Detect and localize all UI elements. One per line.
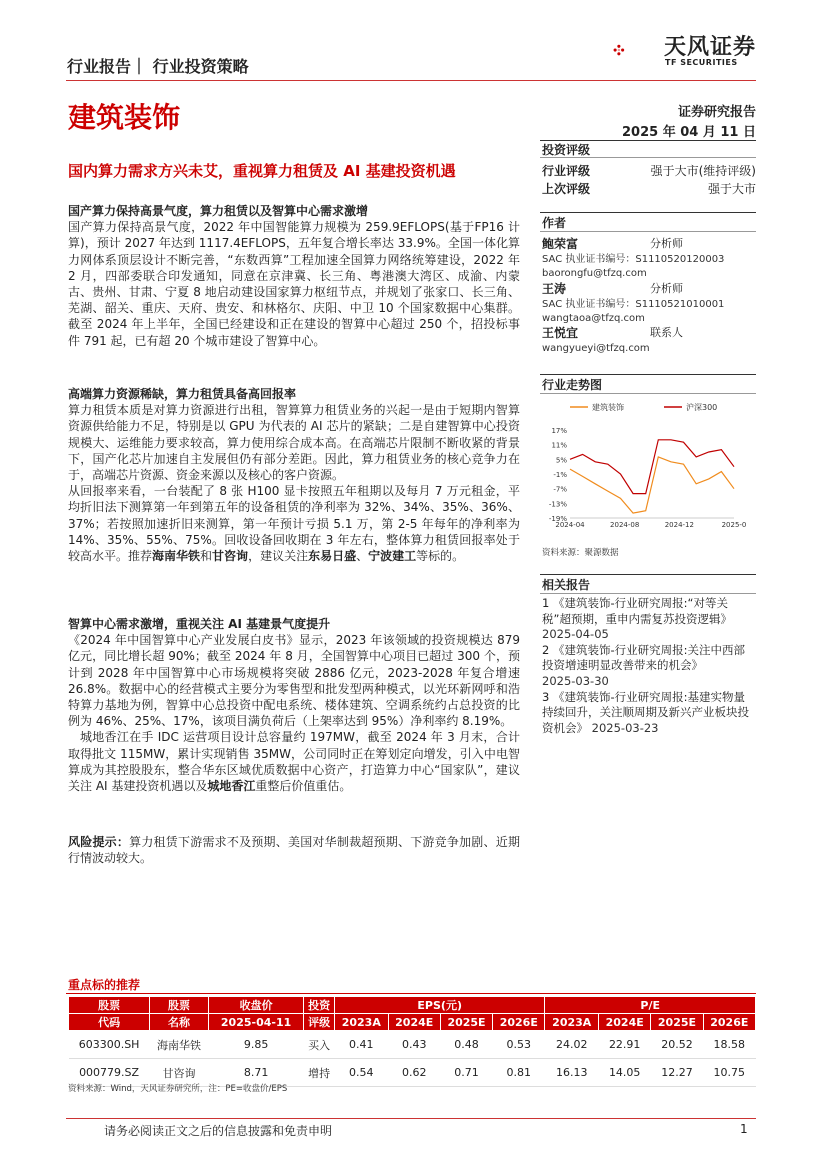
rating-key: 行业评级 xyxy=(542,164,591,178)
y-tick-label: 5% xyxy=(555,456,567,465)
risk-section xyxy=(68,834,520,866)
section-paragraph: 国产算力保持高景气度，2022 年中国智能算力规模为 259.9EFLOPS(基于FP16 计算)，预计 2027 年达到 1117.4EFLOPS，五年复合增长率达 33.9%。全国一体化算力网体系顶层设计不断完善，“东数西算”工程加速全国算力网络统筹建设，2022 年 2 月，四部委联合印发通知，同意在京津冀、长三角、粤港澳大湾区、成渝、内蒙古、贵州、甘肃、宁夏 8 地启动建设国家算力枢纽节点，并规划了张家口、长三角、芜湖、韶关、重庆、天府、贵安、和林格尔、庆阳、中卫 10 个国家数据中心集群。截至 2024 年上半年，全国已经建设和正在建设的智算中心超过 250 个，招投标事件 791 起，已有超 20 个城市建设了智算中心。 xyxy=(68,220,520,348)
y-tick-label: -1% xyxy=(553,471,567,479)
logo-text-en: TF SECURITIES xyxy=(665,58,738,67)
x-tick-label: 2024-04 xyxy=(555,521,585,529)
paragraph-text: 从回报率来看，一台装配了 8 张 H100 显卡按照五年租期以及每月 7 万元租金，平均折旧法下测算第一年到第五年的设备租赁的净利率为 32%、34%、35%、36%、37%；若按照加速折旧来测算，第一年预计亏损 5.1 万，第 2-5 年每年的净利率为 14%、35%、55%、75%。回收设备回收期在 3 年左右，整体算力租赁回报率处于较高水平。推荐 xyxy=(68,484,520,564)
author-entry xyxy=(542,237,756,281)
footer-disclaimer[interactable]: 请务必阅读正文之后的信息披露和免责申明 xyxy=(104,1124,333,1138)
author-entry xyxy=(542,282,756,326)
table-header-cell: 2025E xyxy=(440,1014,492,1031)
paragraph-text: 和 xyxy=(200,549,213,564)
table-header-cell: 股票 xyxy=(150,997,209,1014)
related-date: 2025-04-05 xyxy=(542,627,609,642)
table-cell: 0.53 xyxy=(493,1031,545,1059)
risk-text: 算力租赁下游需求不及预期、美国对华制裁超预期、下游竞争加剧、近期行情波动较大。 xyxy=(68,835,520,866)
series-lines xyxy=(570,440,734,513)
stock-highlight: 海南华铁 xyxy=(152,549,201,564)
sidebar-divider xyxy=(540,593,756,594)
related-list xyxy=(542,596,756,736)
author-email[interactable]: wangtaoa@tfzq.com xyxy=(542,313,645,324)
x-tick-label: 2025-0 xyxy=(721,521,747,529)
section-title: 国产算力保持高景气度，算力租赁以及智算中心需求激增 xyxy=(68,204,369,218)
table-header-cell: 2026E xyxy=(493,1014,545,1031)
author-name: 王涛 xyxy=(542,282,567,296)
logo-text: 天风证券 xyxy=(664,35,757,60)
section-paragraph xyxy=(68,483,520,564)
table-cell: 甘咨询 xyxy=(150,1059,209,1087)
table-cell: 9.85 xyxy=(208,1031,303,1059)
table-header-cell: 投资 xyxy=(304,997,335,1014)
x-tick-label: 2024-08 xyxy=(610,521,640,529)
related-item-text: 3 《建筑装饰-行业研究周报:基建实物量持续回升，关注顺周期及新兴产业板块投资机会》 xyxy=(542,689,749,735)
rating-title: 投资评级 xyxy=(542,143,591,157)
authors-title: 作者 xyxy=(542,216,567,230)
table-cell: 14.05 xyxy=(599,1059,651,1087)
table-cell: 0.54 xyxy=(334,1059,388,1087)
report-date: 2025 年 04 月 11 日 xyxy=(622,125,756,140)
report-type: 行业报告｜ 行业投资策略 xyxy=(67,57,249,76)
y-tick-label: 11% xyxy=(551,441,567,450)
y-tick-label: -19% xyxy=(548,515,567,523)
footer-divider xyxy=(66,1118,756,1119)
risk-label: 风险提示： xyxy=(68,835,130,849)
section-paragraph: 《2024 年中国智算中心产业发展白皮书》显示，2023 年该领域的投资规模达 879 亿元，同比增长超 90%；截至 2024 年 8 月，全国智算中心项目已超过 300 个，预计到 2028 年中国智算中心市场规模将突破 2886 亿元，2023-2028 年复合增速 26.8%。数据中心的经营模式主要分为零售型和批发型两种模式，以光环新网呼和浩特算力基地为例，智算中心总投资中配电系统、楼体建筑、空调系统约占总投资的比例为 46%、25%、17%，该项目满负荷后（上架率达到 95%）净利率约 8.19%。 xyxy=(68,633,520,729)
table-cell: 000779.SZ xyxy=(69,1059,150,1087)
author-role: 分析师 xyxy=(650,282,683,295)
section-3 xyxy=(68,616,520,794)
author-role: 分析师 xyxy=(650,237,683,250)
section-paragraph xyxy=(68,729,520,794)
paragraph-text: 等标的。 xyxy=(416,549,465,564)
table-cell: 海南华铁 xyxy=(150,1031,209,1059)
author-role: 联系人 xyxy=(650,326,683,339)
paragraph-text: 、 xyxy=(356,549,369,564)
author-name: 王悦宜 xyxy=(542,326,579,340)
author-cert: SAC 执业证书编号：S1110520120003 xyxy=(542,254,725,265)
paragraph-text: 城地香江在手 IDC 运营项目设计总容量约 197MW，截至 2024 年 3 月末，合计取得批文 115MW，累计实现销售 35MW，公司同时正在筹划定向增发，引入中电智算成为其控股股东，整合华东区域优质数据中心资产，打造算力中心“国家队”，建议关注 AI 基建投资机遇以及 xyxy=(68,730,520,794)
section-title: 智算中心需求激增，重视关注 AI 基建景气度提升 xyxy=(68,617,331,631)
table-cell: 0.62 xyxy=(388,1059,440,1087)
table-cell: 0.43 xyxy=(388,1031,440,1059)
rating-row xyxy=(542,162,756,179)
table-header-cell: 评级 xyxy=(304,1014,335,1031)
related-date: 2025-03-23 xyxy=(591,720,659,735)
table-cell: 0.48 xyxy=(440,1031,492,1059)
table-cell: 24.02 xyxy=(545,1031,599,1059)
related-title: 相关报告 xyxy=(542,578,591,592)
related-item[interactable]: 2 《建筑装饰-行业研究周报:关注中西部投资增速明显改善带来的机会》 xyxy=(542,642,745,673)
author-email[interactable]: wangyueyi@tfzq.com xyxy=(542,343,650,354)
sidebar-divider xyxy=(540,212,756,213)
sidebar-divider xyxy=(540,231,756,232)
table-header-cell: 2025-04-11 xyxy=(208,1014,303,1031)
section-2 xyxy=(68,386,520,564)
sidebar-divider xyxy=(540,393,756,394)
picks-divider xyxy=(66,993,756,994)
table-header-cell: 2023A xyxy=(334,1014,388,1031)
rating-value: 强于大市(维持评级) xyxy=(650,164,756,178)
table-header-cell: EPS(元) xyxy=(334,997,544,1014)
doc-type: 证券研究报告 xyxy=(677,105,756,120)
paragraph-text: ，建议关注 xyxy=(248,549,309,564)
section-title: 高端算力资源稀缺，算力租赁具备高回报率 xyxy=(68,387,297,401)
table-header-cell: 2026E xyxy=(703,1014,755,1031)
sector-title: 建筑装饰 xyxy=(68,101,181,134)
picks-title: 重点标的推荐 xyxy=(68,978,141,992)
table-header-row xyxy=(69,1014,756,1031)
y-tick-label: 17% xyxy=(551,427,567,435)
sidebar-divider xyxy=(540,157,756,158)
x-tick-label: 2024-12 xyxy=(664,521,694,529)
rating-value: 强于大市 xyxy=(707,182,756,196)
company-logo-icon xyxy=(612,28,662,72)
y-tick-label: -13% xyxy=(548,500,567,509)
table-row xyxy=(69,1031,756,1059)
table-cell: 603300.SH xyxy=(69,1031,150,1059)
author-cert: SAC 执业证书编号：S1110521010001 xyxy=(542,299,725,310)
table-cell: 12.27 xyxy=(651,1059,703,1087)
table-cell: 买入 xyxy=(304,1031,335,1059)
sidebar-divider xyxy=(540,574,756,575)
paragraph-text: 重整后价值重估。 xyxy=(255,779,352,794)
stock-highlight: 城地香江 xyxy=(207,779,256,794)
related-item[interactable] xyxy=(542,690,756,737)
rating-key: 上次评级 xyxy=(542,182,591,196)
header-divider xyxy=(66,80,756,81)
author-email[interactable]: baorongfu@tfzq.com xyxy=(542,268,647,279)
table-header-cell: 2025E xyxy=(651,1014,703,1031)
stock-highlight: 宁波建工 xyxy=(368,549,417,564)
table-cell: 10.75 xyxy=(703,1059,755,1087)
table-cell: 增持 xyxy=(304,1059,335,1087)
legend-label: 建筑装饰 xyxy=(592,403,624,412)
trend-source: 资料来源：聚源数据 xyxy=(542,548,619,558)
table-header-cell: 2024E xyxy=(388,1014,440,1031)
table-cell: 16.13 xyxy=(545,1059,599,1087)
table-header-cell: 2023A xyxy=(545,1014,599,1031)
table-cell: 0.81 xyxy=(493,1059,545,1087)
table-header-cell: 收盘价 xyxy=(208,997,303,1014)
section-1 xyxy=(68,203,520,349)
page-number: 1 xyxy=(740,1122,748,1136)
table-header-cell: P/E xyxy=(545,997,756,1014)
headline: 国内算力需求方兴未艾，重视算力租赁及 AI 基建投资机遇 xyxy=(68,162,456,180)
picks-source: 资料来源：Wind，天风证券研究所，注：PE=收盘价/EPS xyxy=(68,1084,288,1094)
related-item[interactable]: 1 《建筑装饰-行业研究周报:“对等关税”超预期，重申内需复苏投资逻辑》 xyxy=(542,596,732,626)
table-header-cell: 代码 xyxy=(69,1014,150,1031)
table-header-cell: 名称 xyxy=(150,1014,209,1031)
table-cell: 18.58 xyxy=(703,1031,755,1059)
trend-chart xyxy=(540,396,756,536)
table-cell: 20.52 xyxy=(651,1031,703,1059)
table-cell: 22.91 xyxy=(599,1031,651,1059)
table-header-cell: 2024E xyxy=(599,1014,651,1031)
table-header-cell: 股票 xyxy=(69,997,150,1014)
table-cell: 0.41 xyxy=(334,1031,388,1059)
table-header-row xyxy=(69,997,756,1014)
author-name: 鲍荣富 xyxy=(542,237,579,251)
y-tick-label: -7% xyxy=(553,485,567,494)
related-date: 2025-03-30 xyxy=(542,673,609,688)
stock-highlight: 东易日盛 xyxy=(308,549,357,564)
rating-row xyxy=(542,180,756,197)
author-entry xyxy=(542,326,756,356)
sidebar-divider xyxy=(540,374,756,375)
trend-title: 行业走势图 xyxy=(542,378,603,392)
legend-label: 沪深300 xyxy=(686,403,718,412)
section-paragraph: 算力租赁本质是对算力资源进行出租，智算算力租赁业务的兴起一是由于短期内智算资源供给能力不足，特别是以 GPU 为代表的 AI 芯片的紧缺；二是自建智算中心投资规模大、运维能力要求较高，算力使用综合成本高。在高端芯片限制不断收紧的背景下，国产化芯片加速自主发展但仍有部分差距。因此，算力租赁业务的核心竞争力在于，高端芯片资源、资金来源以及核心的客户资源。 xyxy=(68,403,520,483)
table-cell: 0.71 xyxy=(440,1059,492,1087)
picks-table xyxy=(68,996,756,1087)
y-axis xyxy=(549,427,734,523)
x-axis xyxy=(555,521,746,529)
stock-highlight: 甘咨询 xyxy=(212,549,249,564)
table-cell: 8.71 xyxy=(208,1059,303,1087)
